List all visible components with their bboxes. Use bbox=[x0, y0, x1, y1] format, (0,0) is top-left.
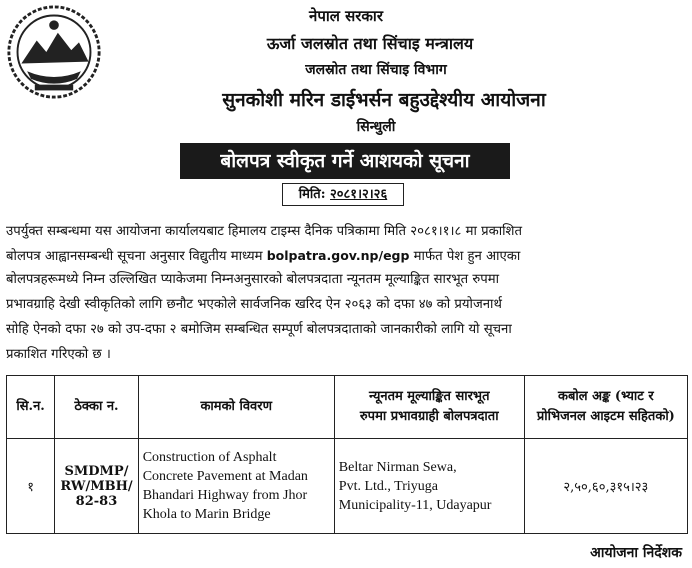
cell-bidder bbox=[334, 439, 524, 534]
col-header-amount bbox=[524, 376, 687, 439]
signatory-title: आयोजना निर्देशक bbox=[590, 545, 682, 561]
header-project: सुनकोशी मरिन डाईभर्सन बहुउद्देश्यीय आयोजना bbox=[222, 89, 546, 111]
bidder-line1: Beltar Nirman Sewa, bbox=[338, 459, 457, 475]
contract-no-line3: 82-83 bbox=[75, 493, 118, 509]
egp-portal-link: bolpatra.gov.np/egp bbox=[266, 248, 410, 263]
bid-award-table bbox=[6, 375, 688, 534]
header-ministry: ऊर्जा जलस्रोत तथा सिंचाइ मन्त्रालय bbox=[266, 34, 474, 53]
body-line-3: बोलपत्रहरूमध्ये निम्न उल्लिखित प्याकेजमा निम्नअनुसारको बोलपत्रदाता न्यूनतम मूल्याङ्कित सारभूत रुपमा bbox=[6, 272, 499, 287]
date-label: मिति: bbox=[298, 187, 326, 202]
bidder-line2: Pvt. Ltd., Triyuga bbox=[338, 478, 438, 494]
body-line-2 bbox=[6, 244, 686, 269]
table-header-row bbox=[7, 376, 688, 439]
col-header-bidder-line1: न्यूनतम मूल्याङ्कित सारभूत bbox=[369, 389, 490, 404]
col-header-description: कामको विवरण bbox=[138, 376, 334, 439]
header-government: नेपाल सरकार bbox=[309, 7, 383, 25]
body-line-5: सोहि ऐनको दफा २७ को उप-दफा २ बमोजिम सम्बन्धित सम्पूर्ण बोलपत्रदाताको जानकारीको लागि यो सूचना bbox=[6, 322, 512, 337]
description-line3: Bhandari Highway from Jhor bbox=[142, 488, 308, 503]
notice-title-banner: बोलपत्र स्वीकृत गर्ने आशयको सूचना bbox=[180, 143, 510, 179]
description-line2: Concrete Pavement at Madan bbox=[142, 469, 308, 484]
header-department: जलस्रोत तथा सिंचाइ विभाग bbox=[305, 62, 447, 78]
col-header-sn: सि.न. bbox=[7, 376, 55, 439]
cell-description bbox=[138, 439, 334, 534]
body-line-6: प्रकाशित गरिएको छ । bbox=[6, 347, 111, 362]
cell-amount: २,५०,६०,३१५।२३ bbox=[524, 439, 687, 534]
header-location: सिन्धुली bbox=[356, 119, 396, 135]
description-line4: Khola to Marin Bridge bbox=[142, 507, 271, 522]
notice-date bbox=[282, 183, 404, 206]
col-header-amount-line1: कबोल अङ्क (भ्याट र bbox=[558, 389, 654, 404]
table-row bbox=[7, 439, 688, 534]
body-line-4: प्रभावग्राहि देखी स्वीकृतिको लागि छनौट भएकोले सार्वजनिक खरिद ऐन २०६३ को दफा ४७ को प्रयोजनार्थ bbox=[6, 297, 502, 312]
body-line-2-start: बोलपत्र आह्वानसम्बन्धी सूचना अनुसार विद्युतीय माध्यम bbox=[6, 249, 267, 264]
body-line-2-end: मार्फत पेश हुन आएका bbox=[409, 249, 521, 264]
col-header-contract-no: ठेक्का न. bbox=[55, 376, 138, 439]
col-header-amount-line2: प्रोभिजनल आइटम सहितको) bbox=[536, 409, 675, 424]
contract-no-line1: SMDMP/ bbox=[64, 463, 129, 479]
col-header-bidder bbox=[334, 376, 524, 439]
date-value: २०८१।२।२६ bbox=[330, 187, 388, 202]
contract-no-line2: RW/MBH/ bbox=[60, 478, 133, 494]
description-line1: Construction of Asphalt bbox=[142, 450, 277, 465]
cell-sn: १ bbox=[7, 439, 55, 534]
cell-contract-no bbox=[55, 439, 138, 534]
bidder-line3: Municipality-11, Udayapur bbox=[338, 497, 492, 513]
col-header-bidder-line2: रुपमा प्रभावग्राही बोलपत्रदाता bbox=[359, 409, 499, 424]
body-line-1: उपर्युक्त सम्बन्धमा यस आयोजना कार्यालयबाट हिमालय टाइम्स दैनिक पत्रिकामा मिति २०८१।१।८ मा प्रकाशित bbox=[6, 224, 523, 239]
